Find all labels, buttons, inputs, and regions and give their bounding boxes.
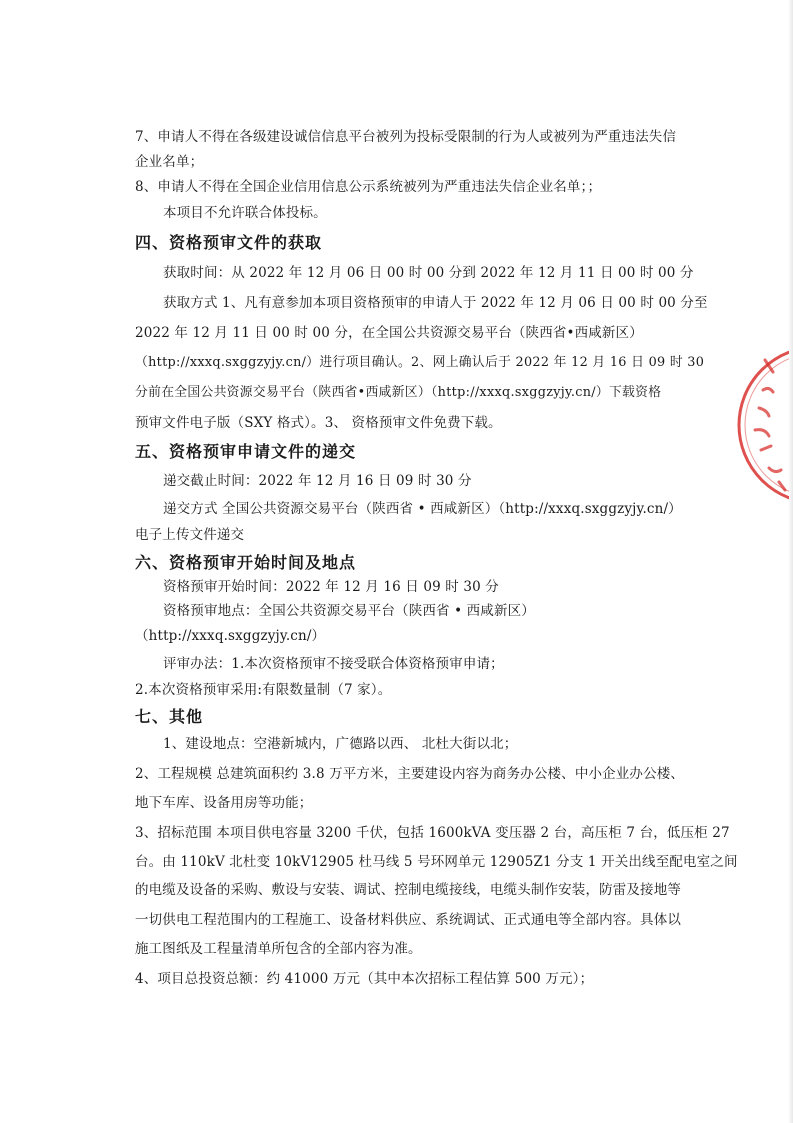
official-seal-icon	[735, 330, 793, 520]
text-line: 2、工程规模 总建筑面积约 3.8 万平方米，主要建设内容为商务办公楼、中小企业办公楼、	[135, 766, 685, 782]
section-heading: 六、资格预审开始时间及地点	[135, 553, 357, 572]
text-line: 企业名单；	[135, 154, 204, 170]
text-line: 1、建设地点：空港新城内，广德路以西、 北杜大街以北；	[163, 736, 518, 752]
text-line: （http://xxxq.sxggzyjy.cn/）	[135, 628, 326, 644]
text-line: 3、招标范围 本项目供电容量 3200 千伏，包括 1600kVA 变压器 2 台，高压柜 7 台，低压柜 27	[135, 825, 730, 841]
text-line: 一切供电工程范围内的工程施工、设备材料供应、系统调试、正式通电等全部内容。具体以	[135, 912, 681, 928]
text-line: 评审办法：1.本次资格预审不接受联合体资格预审申请；	[163, 656, 504, 672]
text-line: 获取时间：从 2022 年 12 月 06 日 00 时 00 分到 2022 年 12 月 11 日 00 时 00 分	[163, 265, 694, 281]
text-line: 递交截止时间：2022 年 12 月 16 日 09 时 30 分	[163, 473, 472, 489]
section-heading: 四、资格预审文件的获取	[135, 233, 323, 252]
section-heading: 七、其他	[135, 707, 204, 726]
text-line: 7、申请人不得在各级建设诚信信息平台被列为投标受限制的行为人或被列为严重违法失信	[135, 129, 677, 145]
text-line: 地下车库、设备用房等功能；	[135, 795, 313, 811]
section-heading: 五、资格预审申请文件的递交	[135, 442, 357, 461]
text-line: 8、申请人不得在全国企业信用信息公示系统被列为严重违法失信企业名单；；	[135, 179, 602, 195]
text-line: 资格预审地点：全国公共资源交易平台（陕西省 • 西咸新区）	[163, 603, 535, 619]
text-line: 分前在全国公共资源交易平台（陕西省•西咸新区）（http://xxxq.sxggzyjy.cn/）下载资格	[135, 385, 662, 400]
text-line: 台。由 110kV 北杜变 10kV12905 杜马线 5 号环网单元 12905Z1 分支 1 开关出线至配电室之间	[135, 854, 738, 870]
text-line: 2.本次资格预审采用:有限数量制（7 家）。	[135, 682, 392, 698]
text-line: 2022 年 12 月 11 日 00 时 00 分，在全国公共资源交易平台（陕西省•西咸新区）	[135, 325, 643, 341]
page-edge	[789, 0, 793, 1123]
text-line: 电子上传文件递交	[135, 527, 245, 543]
text-line: 施工图纸及工程量清单所包含的全部内容为准。	[135, 941, 422, 957]
text-line: 预审文件电子版（SXY 格式）。3、 资格预审文件免费下载。	[135, 415, 502, 431]
text-line: 本项目不允许联合体投标。	[163, 205, 327, 221]
text-line: 获取方式 1、凡有意参加本项目资格预审的申请人于 2022 年 12 月 06 日 00 时 00 分至	[163, 295, 708, 311]
text-line: （http://xxxq.sxggzyjy.cn/）进行项目确认。2、网上确认后于 2022 年 12 月 16 日 09 时 30	[135, 355, 705, 370]
text-line: 递交方式 全国公共资源交易平台（陕西省 • 西咸新区）（http://xxxq.sxggzyjy.cn/）	[163, 501, 682, 517]
text-line: 4、项目总投资总额：约 41000 万元（其中本次招标工程估算 500 万元）；	[135, 971, 594, 987]
text-line: 的电缆及设备的采购、敷设与安装、调试、控制电缆接线，电缆头制作安装，防雷及接地等	[135, 882, 681, 898]
text-line: 资格预审开始时间：2022 年 12 月 16 日 09 时 30 分	[163, 579, 499, 595]
